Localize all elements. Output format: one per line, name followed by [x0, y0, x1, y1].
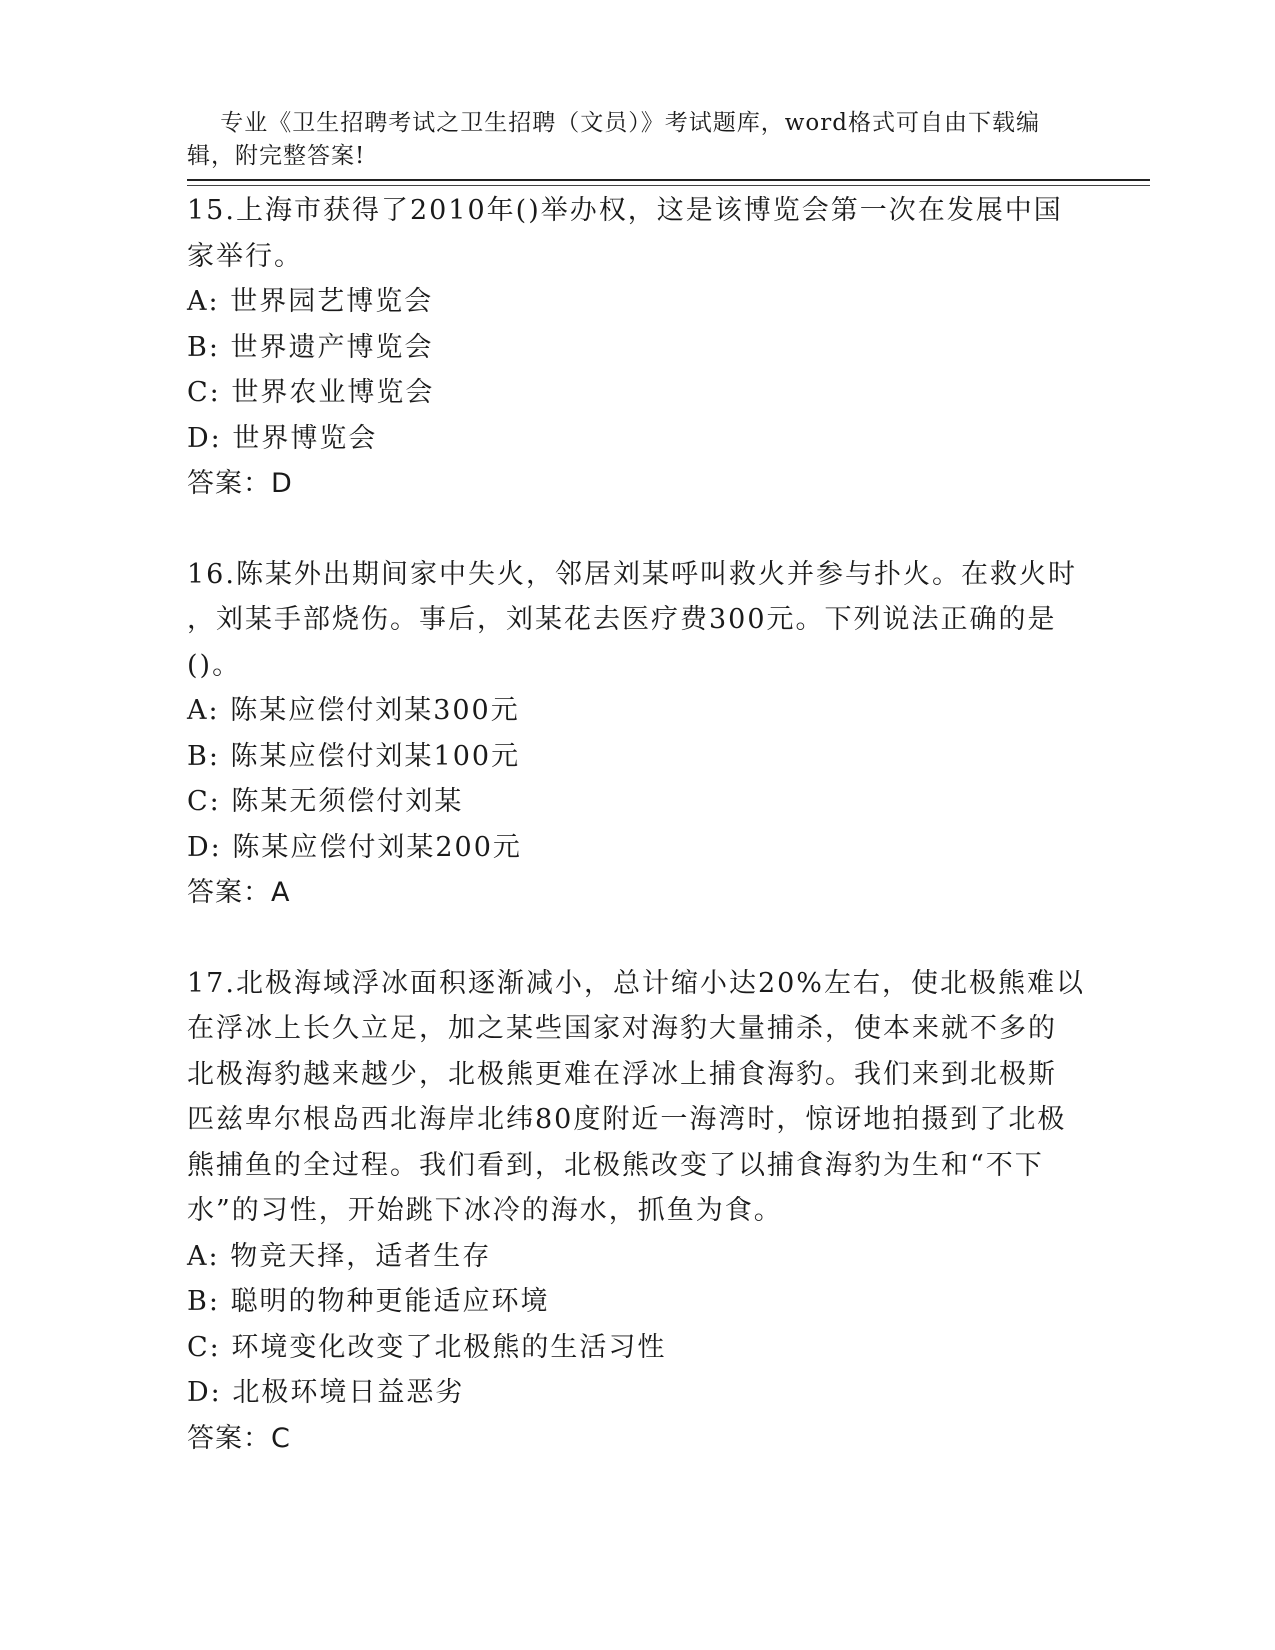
option-key: A: [187, 1240, 220, 1272]
question-line: ，刘某手部烧伤。事后，刘某花去医疗费300元。下列说法正确的是 [187, 604, 1057, 635]
option-c [187, 370, 1087, 416]
question-line: 北极海豹越来越少，北极熊更难在浮冰上捕食海豹。我们来到北极斯 [187, 1058, 1057, 1090]
question-number: 17. [187, 967, 236, 999]
option-d [187, 416, 1087, 462]
option-text: 世界农业博览会 [231, 377, 435, 408]
spacer [187, 507, 1087, 552]
option-key: D: [187, 831, 222, 863]
option-key: B: [187, 331, 220, 363]
option-key: A: [187, 286, 220, 317]
question-line: 在浮冰上长久立足，加之某些国家对海豹大量捕杀，使本来就不多的 [187, 1013, 1057, 1044]
question-line: 匹兹卑尔根岛西北海岸北纬80度附近一海湾时，惊讶地拍摄到了北极 [187, 1104, 1067, 1135]
question-stem [187, 961, 1087, 1007]
option-text: 陈某无须偿付刘某 [231, 786, 464, 817]
option-text: 物竞天择，适者生存 [230, 1240, 492, 1272]
question-line: 熊捕鱼的全过程。我们看到，北极熊改变了以捕食海豹为生和“不下 [187, 1149, 1044, 1181]
option-text: 聪明的物种更能适应环境 [230, 1286, 550, 1317]
answer-label: 答案： [187, 468, 271, 499]
answer-line [187, 870, 1087, 916]
option-a [187, 279, 1087, 325]
option-text: 陈某应偿付刘某200元 [232, 831, 522, 863]
answer-line [187, 1416, 1087, 1462]
question-15 [187, 188, 1087, 507]
question-line: 北极海域浮冰面积逐渐减小，总计缩小达20%左右，使北极熊难以 [235, 967, 1085, 999]
option-text: 陈某应偿付刘某100元 [230, 740, 521, 772]
question-list [187, 188, 1087, 1461]
option-text: 陈某应偿付刘某300元 [230, 695, 520, 726]
option-key: B: [187, 1286, 220, 1317]
option-c [187, 1325, 1087, 1371]
option-text: 世界遗产博览会 [230, 331, 434, 363]
question-line: 家举行。 [187, 240, 303, 272]
option-a [187, 1234, 1087, 1280]
option-b [187, 325, 1087, 371]
answer-label: 答案： [187, 1422, 271, 1454]
option-d [187, 1370, 1087, 1416]
question-line: 陈某外出期间家中失火，邻居刘某呼叫救火并参与扑火。在救火时 [235, 558, 1077, 590]
question-line: 水”的习性，开始跳下冰冷的海水，抓鱼为食。 [187, 1195, 783, 1226]
question-16 [187, 552, 1087, 916]
option-key: D: [187, 1377, 222, 1408]
question-line: ()。 [187, 649, 242, 681]
answer-label: 答案： [187, 877, 271, 908]
question-line: 上海市获得了2010年()举办权，这是该博览会第一次在发展中国 [235, 195, 1063, 226]
question-stem [187, 552, 1087, 598]
option-b [187, 1279, 1087, 1325]
header-divider-thin [187, 185, 1150, 186]
option-key: C: [187, 377, 221, 408]
option-text: 世界园艺博览会 [230, 286, 434, 317]
option-key: C: [187, 1331, 221, 1363]
question-17 [187, 961, 1087, 1462]
answer-value: C [271, 1422, 291, 1454]
document-header [187, 74, 1067, 206]
option-key: A: [187, 695, 220, 726]
spacer [187, 916, 1087, 961]
header-intro-text: 专业《卫生招聘考试之卫生招聘（文员）》考试题库，word格式可自由下载编辑，附完整答案! [187, 110, 1041, 169]
answer-line [187, 461, 1087, 507]
option-d [187, 825, 1087, 871]
option-key: B: [187, 740, 220, 772]
option-text: 世界博览会 [232, 422, 378, 454]
option-c [187, 779, 1087, 825]
question-number: 16. [187, 558, 236, 590]
question-stem [187, 188, 1087, 234]
option-key: D: [187, 422, 222, 454]
option-b [187, 734, 1087, 780]
option-text: 北极环境日益恶劣 [232, 1377, 465, 1408]
question-number: 15. [187, 195, 236, 226]
answer-value: A [271, 877, 291, 908]
answer-value: D [271, 468, 293, 499]
option-a [187, 688, 1087, 734]
option-key: C: [187, 786, 221, 817]
header-divider-thick [187, 179, 1150, 181]
option-text: 环境变化改变了北极熊的生活习性 [231, 1331, 667, 1363]
